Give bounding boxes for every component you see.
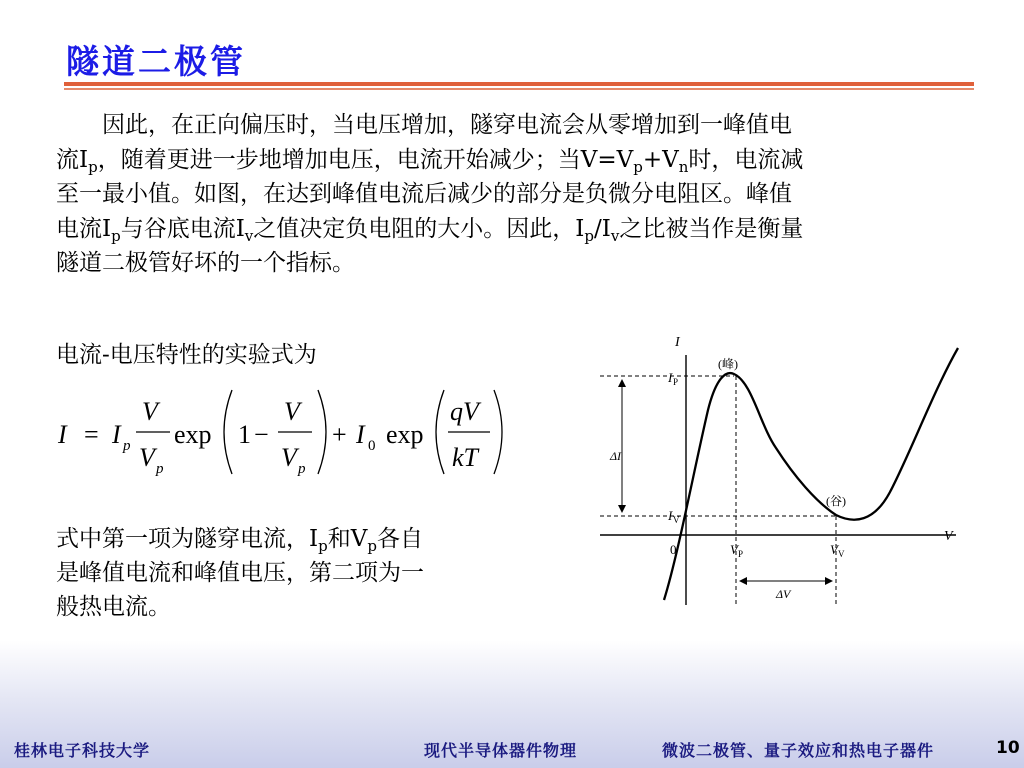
- formula-note: [56, 522, 516, 624]
- peak-voltage-sub: P: [738, 549, 744, 559]
- text-run: +V: [642, 146, 679, 173]
- formula-equals: =: [84, 420, 99, 449]
- left-paren: [224, 390, 232, 474]
- formula-exp: exp: [386, 420, 424, 449]
- text-run: 和V: [327, 526, 368, 552]
- text-run: 各自: [376, 526, 423, 552]
- formula-caption: 电流-电压特性的实验式为: [56, 342, 317, 368]
- subscript: p: [318, 537, 328, 555]
- x-axis-label: V: [944, 529, 953, 544]
- text-run: 与谷底电流I: [120, 215, 245, 242]
- text-run: 时，电流减: [688, 146, 804, 173]
- formula-minus: −: [254, 420, 269, 449]
- iv-formula: [56, 382, 526, 482]
- subscript: p: [88, 157, 98, 176]
- y-axis-label: I: [675, 335, 680, 350]
- right-paren: [494, 390, 502, 474]
- text-run: 之比被当作是衡量: [619, 215, 804, 242]
- valley-current-label: I: [668, 508, 673, 523]
- formula-sub-p: p: [123, 438, 131, 454]
- peak-voltage-label: V: [730, 542, 738, 557]
- formula-plus: +: [332, 420, 347, 449]
- text-run: 式中第一项为隧穿电流，I: [56, 526, 319, 552]
- valley-voltage-label: V: [830, 542, 838, 557]
- formula-I0: I: [356, 420, 365, 449]
- subscript: n: [678, 157, 689, 176]
- formula-Ip: I: [112, 420, 121, 449]
- peak-current-label: I: [668, 370, 673, 385]
- text-run: 流I: [56, 146, 89, 173]
- formula-sub-p: p: [156, 461, 164, 477]
- text-run: 之值决定负电阻的大小。因此，I: [253, 215, 585, 242]
- paragraph-line: 至一最小值。如图，在达到峰值电流后减少的部分是负微分电阻区。峰值: [56, 181, 792, 207]
- subscript: v: [244, 226, 254, 245]
- iv-curve: [664, 348, 958, 600]
- valley-label: (谷): [826, 494, 846, 508]
- footer-chapter: 微波二极管、量子效应和热电子器件: [662, 741, 935, 760]
- origin-label: 0: [670, 542, 677, 557]
- body-paragraph: [56, 108, 976, 281]
- subscript: p: [584, 226, 594, 245]
- formula-exp: exp: [174, 420, 212, 449]
- paragraph-line: 隧道二极管好坏的一个指标。: [56, 250, 355, 276]
- left-paren: [436, 390, 444, 474]
- formula-num-V: V: [142, 397, 158, 426]
- formula-den-kT: kT: [452, 443, 478, 472]
- subscript: v: [610, 226, 620, 245]
- peak-current-sub: P: [673, 377, 679, 387]
- note-line: 是峰值电流和峰值电压，第二项为一: [56, 560, 424, 586]
- valley-current-sub: V: [673, 515, 680, 525]
- note-line: [56, 522, 516, 556]
- formula-sub-p: p: [298, 461, 306, 477]
- formula-den-Vp: V: [139, 443, 155, 472]
- paragraph-line: [56, 143, 976, 178]
- title-underline: [64, 82, 974, 86]
- formula-sub-0: 0: [368, 438, 376, 454]
- title-underline-thin: [64, 88, 974, 90]
- formula-den-Vp: V: [281, 443, 297, 472]
- note-line: 般热电流。: [56, 594, 171, 620]
- text-run: 电流I: [56, 215, 112, 242]
- subscript: p: [111, 226, 121, 245]
- text-run: ，随着更进一步地增加电压，电流开始减少；当V=V: [97, 146, 634, 173]
- slide-title: 隧道二极管: [66, 42, 246, 81]
- paragraph-line: 因此，在正向偏压时，当电压增加，隧穿电流会从零增加到一峰值电: [102, 112, 792, 138]
- valley-voltage-sub: V: [838, 549, 845, 559]
- peak-label: (峰): [718, 357, 738, 371]
- delta-I-label: ΔI: [610, 449, 622, 463]
- formula-I: I: [58, 420, 67, 449]
- formula-one: 1: [238, 420, 251, 449]
- footer-university: 桂林电子科技大学: [14, 741, 151, 760]
- formula-num-V: V: [284, 397, 300, 426]
- footer-course: 现代半导体器件物理: [424, 741, 578, 760]
- subscript: p: [633, 157, 643, 176]
- paragraph-line: [56, 212, 976, 247]
- right-paren: [318, 390, 326, 474]
- subscript: p: [367, 537, 377, 555]
- formula-num-qV: qV: [450, 397, 479, 426]
- page-number: 10: [996, 738, 1020, 758]
- delta-V-label: ΔV: [776, 587, 791, 601]
- text-run: /I: [593, 215, 611, 242]
- iv-characteristic-graph: [590, 330, 970, 615]
